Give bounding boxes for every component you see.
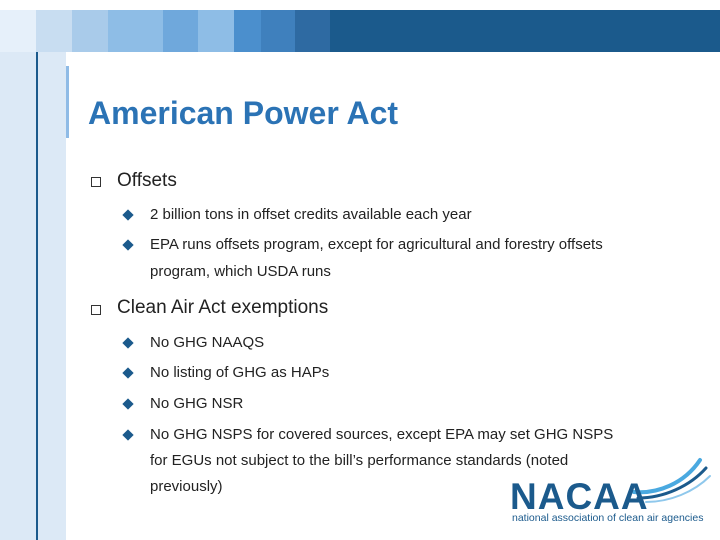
left-vertical-line [36,52,38,540]
color-square-6 [198,10,234,52]
section-heading-offsets: Offsets [117,170,177,191]
bullet-item-continuation: previously) [150,478,223,495]
color-square-4 [108,10,163,52]
slide-title: American Power Act [88,95,399,131]
bullet-item: No GHG NSR [150,395,244,412]
bullet-item-continuation: for EGUs not subject to the bill’s performance standards (noted [150,452,569,469]
bullet-item-continuation: program, which USDA runs [150,263,331,280]
color-square-2 [36,10,72,52]
color-square-3 [72,10,108,52]
bullet-item: No GHG NSPS for covered sources, except EPA may set GHG NSPS [150,426,614,443]
color-square-5 [163,10,198,52]
section-heading-clean-air-act: Clean Air Act exemptions [117,297,329,318]
left-side-band [0,52,66,540]
bullet-item: No listing of GHG as HAPs [150,364,330,381]
bullet-item: No GHG NAAQS [150,334,265,351]
bullet-item: 2 billion tons in offset credits available each year [150,206,472,223]
header-color-bar [0,10,720,52]
square-bullet-icon [91,177,101,187]
nacaa-logo-tagline: national association of clean air agencies [512,512,704,524]
color-square-8 [261,10,295,52]
color-square-9 [295,10,330,52]
nacaa-logo-text: NACAA [510,476,649,517]
square-bullet-icon [91,305,101,315]
color-square-1 [0,10,36,52]
title-accent-line [66,66,69,138]
bullet-item: EPA runs offsets program, except for agricultural and forestry offsets [150,236,603,253]
color-square-7 [234,10,261,52]
